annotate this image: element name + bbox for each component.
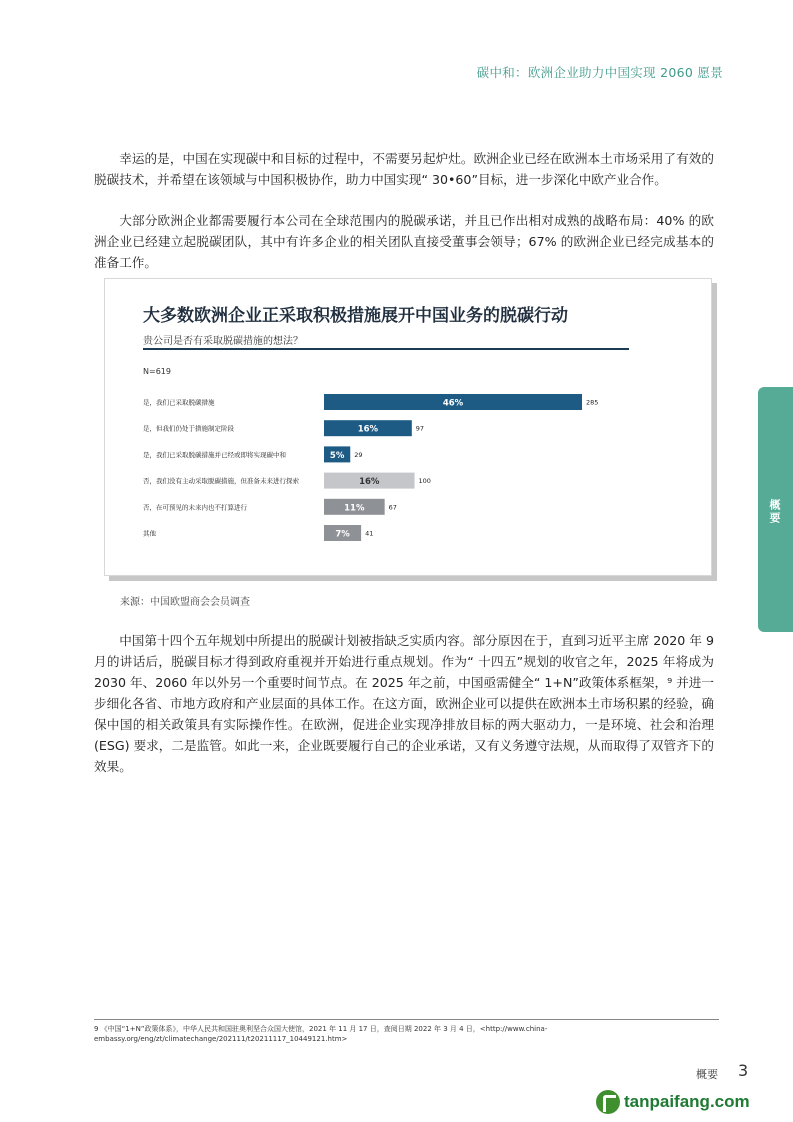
bar-chart: [105, 279, 711, 575]
bar-percent-label: 11%: [344, 503, 365, 514]
bar-percent-label: 16%: [359, 477, 380, 488]
chart-source: 来源：中国欧盟商会会员调查: [120, 597, 250, 608]
bar-category-label: 是，但我们仍处于措施制定阶段: [143, 424, 234, 433]
bar-percent-label: 5%: [329, 450, 345, 461]
bar-count-label: 29: [354, 450, 363, 459]
paragraph-3-text: 中国第十四个五年规划中所提出的脱碳计划被指缺乏实质内容。部分原因在于，直到习近平主席 2020 年 9 月的讲话后，脱碳目标才得到政府重视并开始进行重点规划。作为“ 十四五”规划的收官之年，2025 年将成为 2030 年、2060 年以外另一个重要时间节点。在 2025 年之前，中国亟需健全“ 1+N”政策体系框架，⁹ 并进一步细化各省、市地方政府和产业层面的具体工作。在这方面，欧洲企业可以提供在欧洲本土市场积累的经验，确保中国的相关政策具有实际操作性。在欧洲，促进企业实现净排放目标的两大驱动力，一是环境、社会和治理 (ESG) 要求，二是监管。如此一来，企业既要履行自己的企业承诺，又有义务遵守法规，从而取得了双管齐下的效果。: [94, 633, 714, 774]
bar-category-label: 否，我们没有主动采取脱碳措施，但准备未来进行探索: [143, 477, 299, 486]
paragraph-2-text: 大部分欧洲企业都需要履行本公司在全球范围内的脱碳承诺，并且已作出相对成熟的战略布局：40% 的欧洲企业已经建立起脱碳团队，其中有许多企业的相关团队直接受董事会领导；67% 的欧洲企业已经完成基本的准备工作。: [94, 213, 714, 270]
bar-count-label: 100: [418, 477, 431, 486]
bar-count-label: 67: [388, 503, 397, 512]
chart-title: 大多数欧洲企业正采取积极措施展开中国业务的脱碳行动: [143, 306, 568, 326]
footnote: 9 《中国“1+N”政策体系》，中华人民共和国驻奥利坚合众国大使馆，2021 年 11 月 17 日，查阅日期 2022 年 3 月 4 日，<http://www.china-embassy.org/eng/zt/climatechange/202111/t20211117_10449121.htm>: [94, 1025, 548, 1043]
bar-count-label: 285: [586, 398, 599, 407]
bar-category-label: 其他: [143, 529, 156, 538]
section-side-tab[interactable]: [758, 387, 793, 632]
paragraph-2: [94, 210, 714, 273]
footnote-divider: [94, 1019, 719, 1020]
footer-section-label: 概要: [696, 1068, 718, 1081]
bar-count-label: 41: [365, 529, 374, 538]
bar-percent-label: 16%: [357, 424, 379, 435]
bar-count-label: 97: [415, 424, 425, 433]
side-tab-label: 概要: [768, 499, 781, 525]
bar-percent-label: 46%: [442, 398, 464, 409]
bar-percent-label: 7%: [335, 529, 350, 540]
bar-category-label: 是，我们已采取脱碳措施: [143, 398, 215, 407]
paragraph-3: [94, 630, 714, 777]
chart-subtitle: 贵公司是否有采取脱碳措施的想法？: [143, 336, 303, 347]
running-header: 碳中和：欧洲企业助力中国实现 2060 愿景: [476, 65, 723, 80]
watermark: [596, 1088, 750, 1116]
bar-category-label: 是，我们已采取脱碳措施并已经或即将实现碳中和: [143, 450, 286, 459]
paragraph-1: [94, 148, 714, 190]
chart-sample-size: N=619: [143, 367, 171, 376]
page-number: 3: [738, 1061, 749, 1080]
chart-figure: [104, 278, 712, 576]
leaf-logo-icon: [596, 1090, 620, 1114]
watermark-text: tanpaifang.com: [624, 1092, 750, 1111]
bar-category-label: 否，在可预见的未来内也不打算进行: [143, 503, 247, 512]
paragraph-1-text: 幸运的是，中国在实现碳中和目标的过程中，不需要另起炉灶。欧洲企业已经在欧洲本土市场采用了有效的脱碳技术，并希望在该领域与中国积极协作，助力中国实现“ 30•60”目标，进一步深化中欧产业合作。: [94, 151, 714, 187]
